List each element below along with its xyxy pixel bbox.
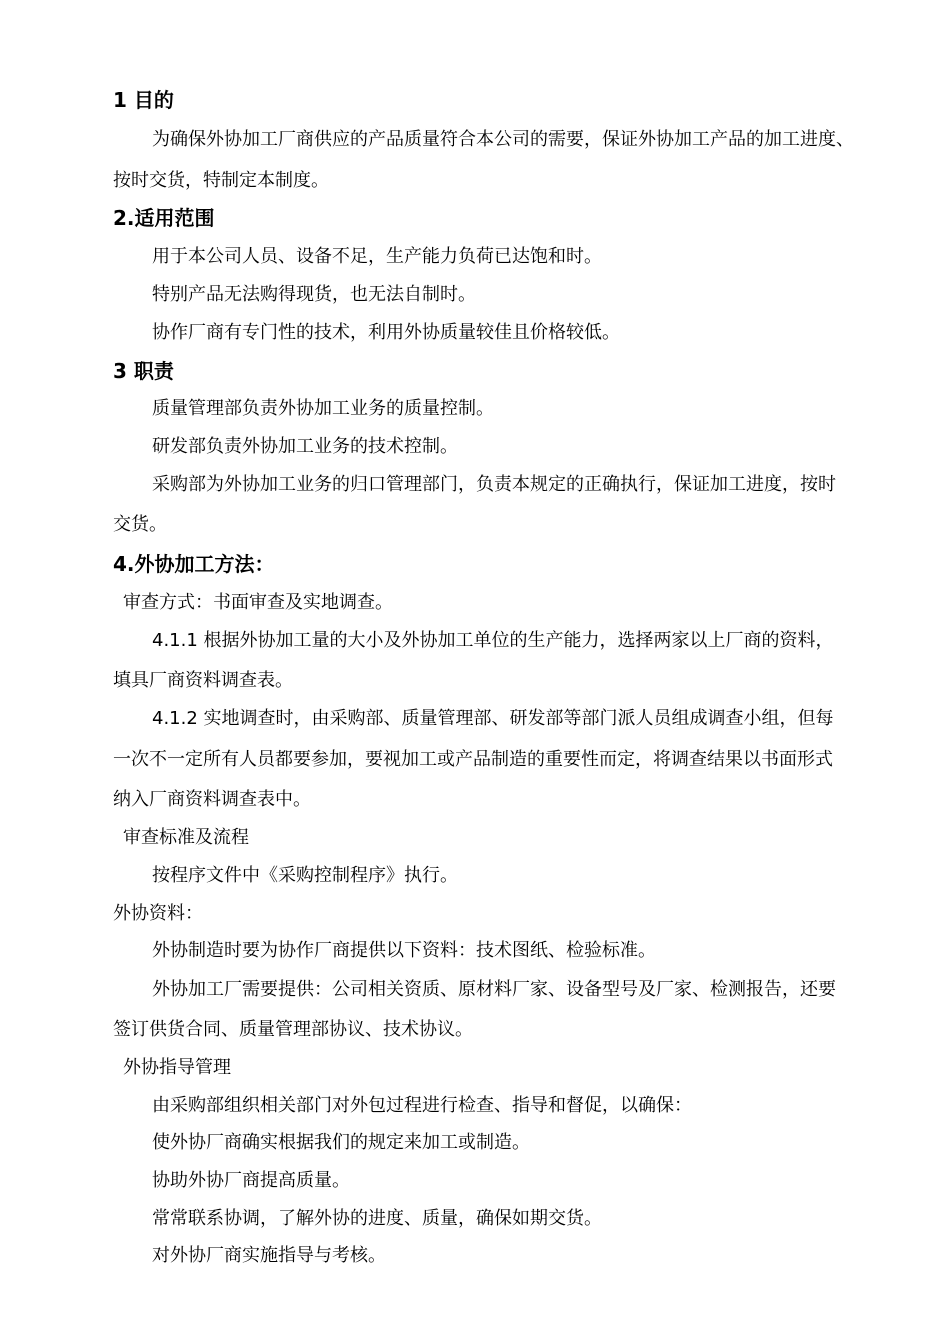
- paragraph-line: 交货。: [113, 514, 167, 535]
- section-heading-responsibilities: 3 职责: [113, 359, 174, 383]
- paragraph-line: 协助外协厂商提高质量。: [152, 1170, 350, 1191]
- paragraph-line: 质量管理部负责外协加工业务的质量控制。: [152, 398, 494, 419]
- paragraph-line: 按时交货，特制定本制度。: [113, 170, 329, 191]
- paragraph-line: 外协资料：: [113, 903, 203, 924]
- paragraph-line: 纳入厂商资料调查表中。: [113, 789, 311, 810]
- paragraph-line: 一次不一定所有人员都要参加，要视加工或产品制造的重要性而定，将调查结果以书面形式: [113, 749, 833, 770]
- paragraph-line: 外协加工厂需要提供：公司相关资质、原材料厂家、设备型号及厂家、检测报告，还要: [152, 979, 836, 1000]
- section-heading-methods: 4.外协加工方法：: [113, 552, 275, 576]
- paragraph-line: 常常联系协调，了解外协的进度、质量，确保如期交货。: [152, 1208, 602, 1229]
- paragraph-line: 用于本公司人员、设备不足，生产能力负荷已达饱和时。: [152, 246, 602, 267]
- paragraph-line: 审查标准及流程: [123, 827, 249, 848]
- paragraph-line: 4.1.2 实地调查时，由采购部、质量管理部、研发部等部门派人员组成调查小组，但每: [152, 708, 834, 729]
- section-heading-purpose: 1 目的: [113, 88, 174, 112]
- paragraph-line: 外协制造时要为协作厂商提供以下资料：技术图纸、检验标准。: [152, 940, 656, 961]
- paragraph-line: 协作厂商有专门性的技术，利用外协质量较佳且价格较低。: [152, 322, 620, 343]
- paragraph-line: 对外协厂商实施指导与考核。: [152, 1245, 386, 1266]
- section-heading-scope: 2.适用范围: [113, 206, 215, 230]
- paragraph-line: 签订供货合同、质量管理部协议、技术协议。: [113, 1019, 473, 1040]
- paragraph-line: 为确保外协加工厂商供应的产品质量符合本公司的需要，保证外协加工产品的加工进度、: [152, 129, 854, 150]
- paragraph-line: 按程序文件中《采购控制程序》执行。: [152, 865, 458, 886]
- paragraph-line: 4.1.1 根据外协加工量的大小及外协加工单位的生产能力，选择两家以上厂商的资料，: [152, 630, 834, 651]
- paragraph-line: 审查方式：书面审查及实地调查。: [123, 592, 393, 613]
- paragraph-line: 研发部负责外协加工业务的技术控制。: [152, 436, 458, 457]
- paragraph-line: 特别产品无法购得现货，也无法自制时。: [152, 284, 476, 305]
- paragraph-line: 采购部为外协加工业务的归口管理部门，负责本规定的正确执行，保证加工进度，按时: [152, 474, 836, 495]
- paragraph-line: 外协指导管理: [123, 1057, 231, 1078]
- paragraph-line: 填具厂商资料调查表。: [113, 670, 293, 691]
- paragraph-line: 使外协厂商确实根据我们的规定来加工或制造。: [152, 1132, 530, 1153]
- paragraph-line: 由采购部组织相关部门对外包过程进行检查、指导和督促，以确保：: [152, 1095, 692, 1116]
